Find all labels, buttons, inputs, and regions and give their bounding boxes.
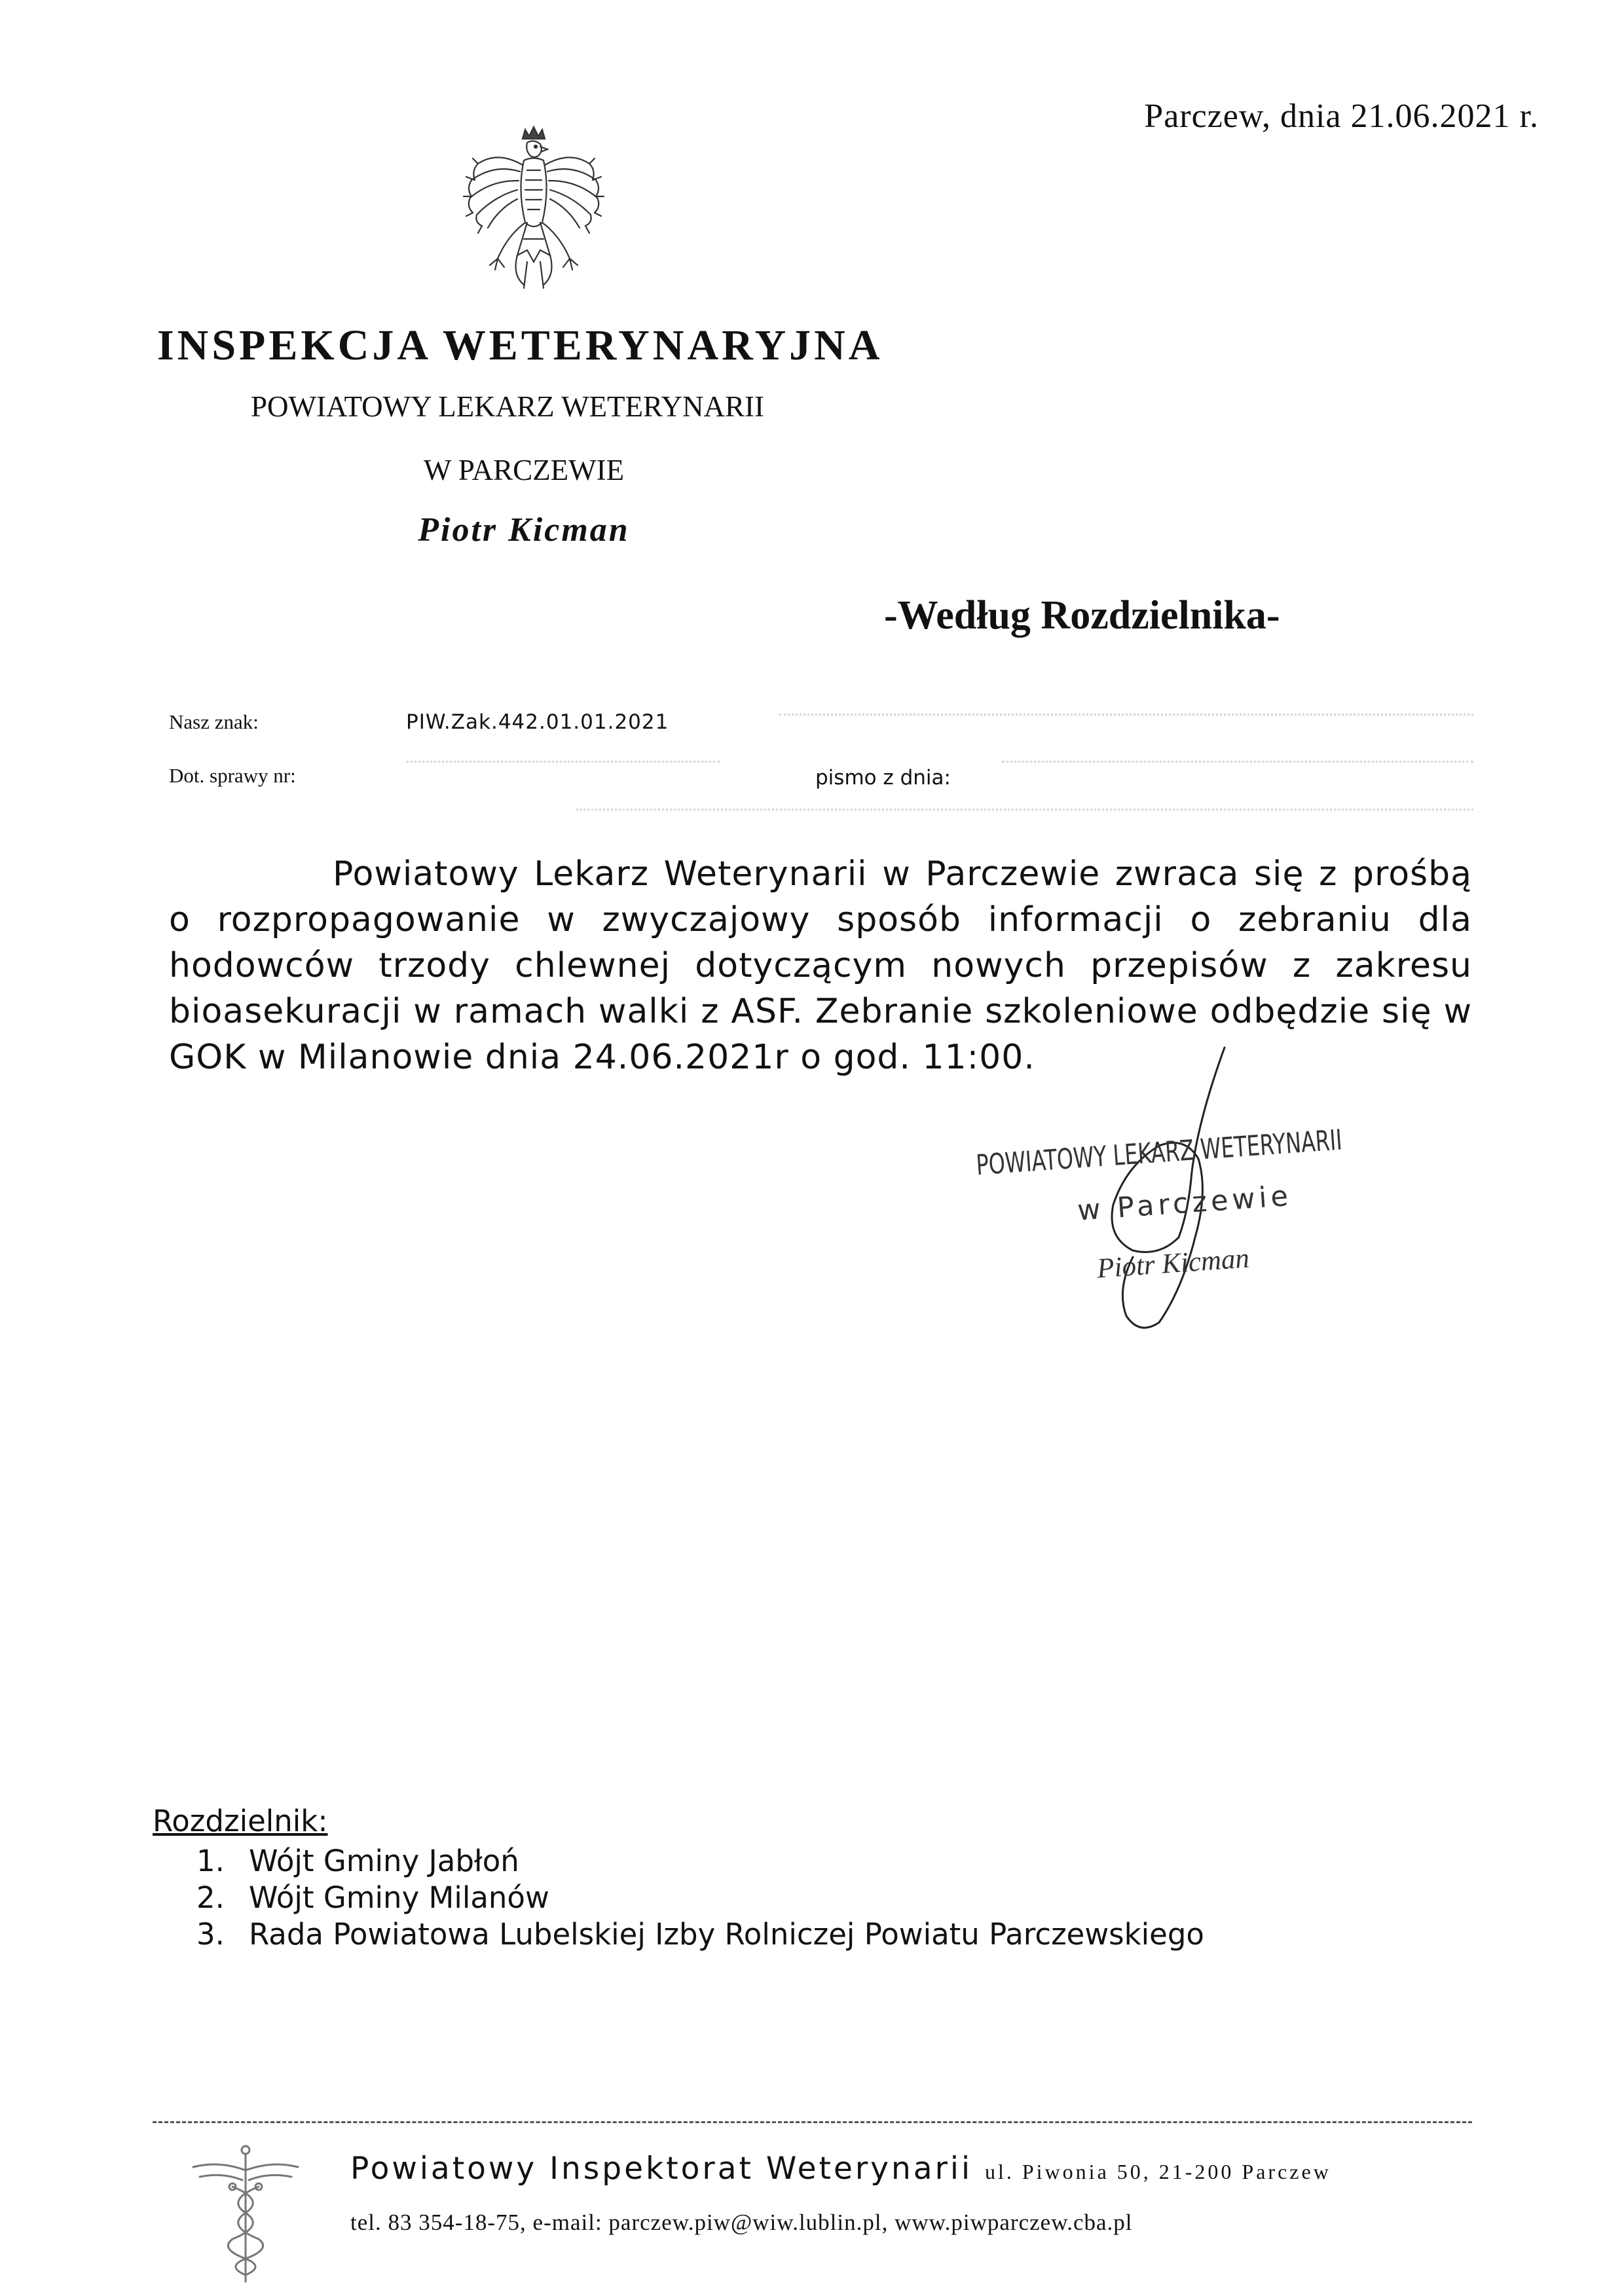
footer-address: ul. Piwonia 50, 21-200 Parczew <box>984 2160 1331 2183</box>
addressee: -Według Rozdzielnika- <box>884 593 1280 638</box>
letter-date: Parczew, dnia 21.06.2021 r. <box>1144 98 1539 135</box>
stamp-line-3: Piotr Kicman <box>1096 1243 1251 1285</box>
body-paragraph: Powiatowy Lekarz Weterynarii w Parczewie zwraca się z prośbą o rozpropagowanie w zwyczajowy sposób informacji o zebraniu dla hodowców trzody chlewnej dotyczącym nowych przepisów z zakresu bioasekuracji w ramach walki z ASF. Zebranie szkoleniowe odbędzie się w GOK w Milanowie dnia 24.06.2021r o god. 11:00. <box>169 854 1472 1077</box>
stamp-line-2: w Parczewie <box>1076 1179 1293 1228</box>
institution-location: W PARCZEWIE <box>423 454 625 486</box>
list-item: 2. Wójt Gminy Milanów <box>196 1880 549 1915</box>
dotted-line <box>406 761 720 763</box>
our-reference-label: Nasz znak: <box>169 710 259 733</box>
list-item: 3. Rada Powiatowa Lubelskiej Izby Rolniczej Powiatu Parczewskiego <box>196 1917 1204 1952</box>
case-number-label: Dot. sprawy nr: <box>169 764 296 787</box>
dotted-line <box>779 714 1473 716</box>
eagle-emblem-icon <box>452 124 616 301</box>
caduceus-icon <box>180 2141 311 2291</box>
footer-divider <box>153 2121 1472 2123</box>
official-stamp-signature <box>963 1041 1473 1349</box>
letter-date-label: pismo z dnia: <box>815 766 951 790</box>
our-reference-value: PIW.Zak.442.01.01.2021 <box>406 710 669 734</box>
institution-subtitle: POWIATOWY LEKARZ WETERYNARII <box>250 390 765 423</box>
dotted-line <box>1002 761 1473 763</box>
distribution-list <box>196 1843 1204 1953</box>
institution-title: INSPEKCJA WETERYNARYJNA <box>157 321 883 369</box>
officer-name: Piotr Kicman <box>418 511 630 549</box>
list-item: 1. Wójt Gminy Jabłoń <box>196 1844 519 1878</box>
dotted-line <box>576 809 1473 811</box>
stamp-line-1: POWIATOWY LEKARZ WETERYNARII <box>975 1114 1473 1182</box>
footer-organization: Powiatowy Inspektorat Weterynarii ul. Piwonia 50, 21-200 Parczew <box>350 2151 1331 2187</box>
footer-contact: tel. 83 354-18-75, e-mail: parczew.piw@wiw.lublin.pl, www.piwparczew.cba.pl <box>350 2210 1133 2235</box>
distribution-label: Rozdzielnik: <box>153 1804 328 1838</box>
